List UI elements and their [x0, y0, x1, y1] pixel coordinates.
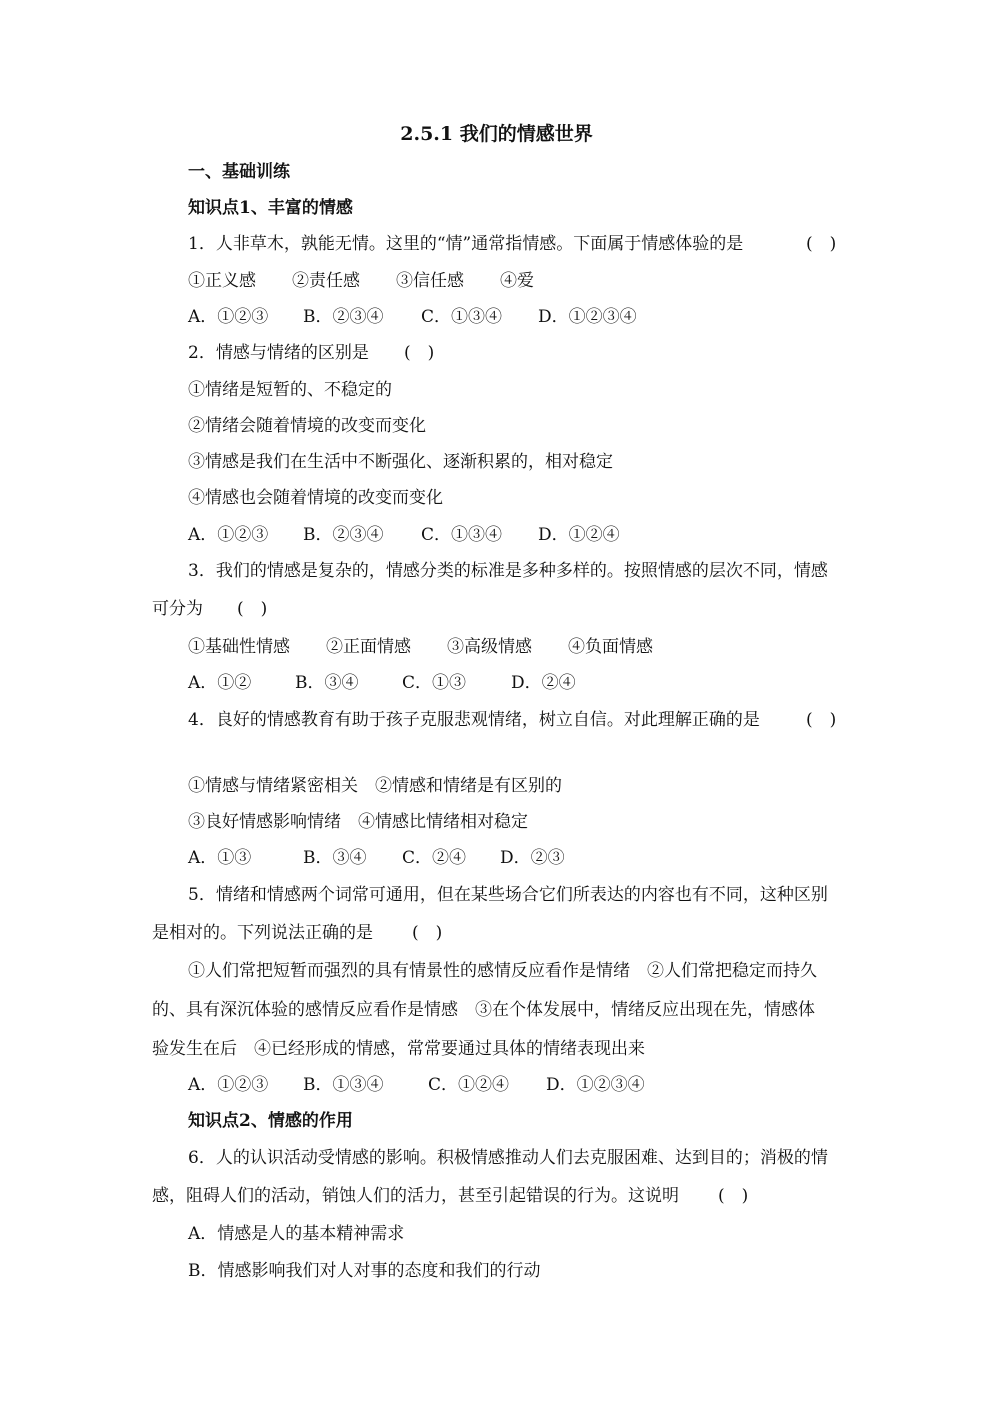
question-1-stem: 1．人非草木，孰能无情。这里的“情”通常指情感。下面属于情感体验的是 [188, 234, 744, 254]
section-heading: 一、基础训练 [188, 162, 290, 182]
item: ④负面情感 [568, 637, 653, 657]
knowledge-point-heading: 知识点2、情感的作用 [188, 1111, 353, 1131]
answer-blank: ( ) [806, 710, 837, 730]
answer-blank: ( ) [806, 234, 837, 254]
option: D．①②③④ [546, 1075, 645, 1095]
question-5-stem-cont: 是相对的。下列说法正确的是 [152, 923, 373, 943]
question-1-options [188, 306, 637, 328]
question-6-stem-cont: 感，阻碍人们的活动，销蚀人们的活力，甚至引起错误的行为。这说明 [152, 1186, 679, 1206]
option: D．①②④ [538, 525, 620, 545]
statement-line: ④情感也会随着情境的改变而变化 [188, 488, 443, 508]
option: B．②③④ [303, 525, 384, 545]
question-3-stem: 3．我们的情感是复杂的，情感分类的标准是多种多样的。按照情感的层次不同，情感 [188, 561, 828, 581]
item: ④爱 [500, 271, 534, 291]
statement-line: ①情感与情绪紧密相关 ②情感和情绪是有区别的 [188, 776, 562, 796]
item: ③高级情感 [447, 637, 532, 657]
question-6-stem: 6．人的认识活动受情感的影响。积极情感推动人们去克服困难、达到目的；消极的情 [188, 1148, 828, 1168]
question-3-options [188, 672, 576, 694]
question-4-stem: 4．良好的情感教育有助于孩子克服悲观情绪，树立自信。对此理解正确的是 [188, 710, 760, 730]
item: ①基础性情感 [188, 637, 290, 657]
option: A．情感是人的基本精神需求 [188, 1224, 405, 1244]
question-4-options [188, 847, 565, 869]
option: A．①②③ [188, 1075, 269, 1095]
question-2-options [188, 524, 620, 546]
option: B．①③④ [303, 1075, 384, 1095]
item: ②正面情感 [326, 637, 411, 657]
item: ①正义感 [188, 271, 256, 291]
question-3-stem-cont: 可分为 [152, 599, 203, 619]
knowledge-point-heading: 知识点1、丰富的情感 [188, 198, 353, 218]
option: C．①③④ [421, 307, 503, 327]
statement-line: ②情绪会随着情境的改变而变化 [188, 416, 426, 436]
question-2-stem: 2．情感与情绪的区别是 [188, 343, 369, 363]
option: A．①②③ [188, 307, 269, 327]
statement-line: ①情绪是短暂的、不稳定的 [188, 380, 392, 400]
option: C．②④ [402, 848, 467, 868]
item: ②责任感 [292, 271, 360, 291]
option: A．①②③ [188, 525, 269, 545]
statement-line: ③良好情感影响情绪 ④情感比情绪相对稳定 [188, 812, 528, 832]
option: C．①②④ [428, 1075, 510, 1095]
question-5-options [188, 1074, 645, 1096]
item: ③信任感 [396, 271, 464, 291]
answer-blank: ( ) [718, 1186, 749, 1206]
answer-blank: ( ) [237, 599, 268, 619]
answer-blank: ( ) [404, 343, 435, 363]
option: B．②③④ [303, 307, 384, 327]
question-3-items [188, 636, 653, 658]
statement-line: 的、具有深沉体验的感情反应看作是情感 ③在个体发展中，情绪反应出现在先，情感体 [152, 1000, 815, 1020]
statement-line: 验发生在后 ④已经形成的情感，常常要通过具体的情绪表现出来 [152, 1039, 645, 1059]
option: A．①③ [188, 848, 252, 868]
option: D．①②③④ [538, 307, 637, 327]
option: C．①③ [402, 673, 467, 693]
option: D．②④ [511, 673, 576, 693]
statement-line: ①人们常把短暂而强烈的具有情景性的感情反应看作是情绪 ②人们常把稳定而持久 [188, 961, 817, 981]
option: B．③④ [295, 673, 359, 693]
question-5-stem: 5．情绪和情感两个词常可通用，但在某些场合它们所表达的内容也有不同，这种区别 [188, 885, 828, 905]
statement-line: ③情感是我们在生活中不断强化、逐渐积累的，相对稳定 [188, 452, 613, 472]
page-title: 2.5.1 我们的情感世界 [400, 123, 593, 145]
option: D．②③ [500, 848, 565, 868]
answer-blank: ( ) [412, 923, 443, 943]
option: C．①③④ [421, 525, 503, 545]
option: A．①② [188, 673, 252, 693]
question-1-items [188, 270, 534, 292]
option: B．③④ [303, 848, 367, 868]
option: B．情感影响我们对人对事的态度和我们的行动 [188, 1261, 541, 1281]
